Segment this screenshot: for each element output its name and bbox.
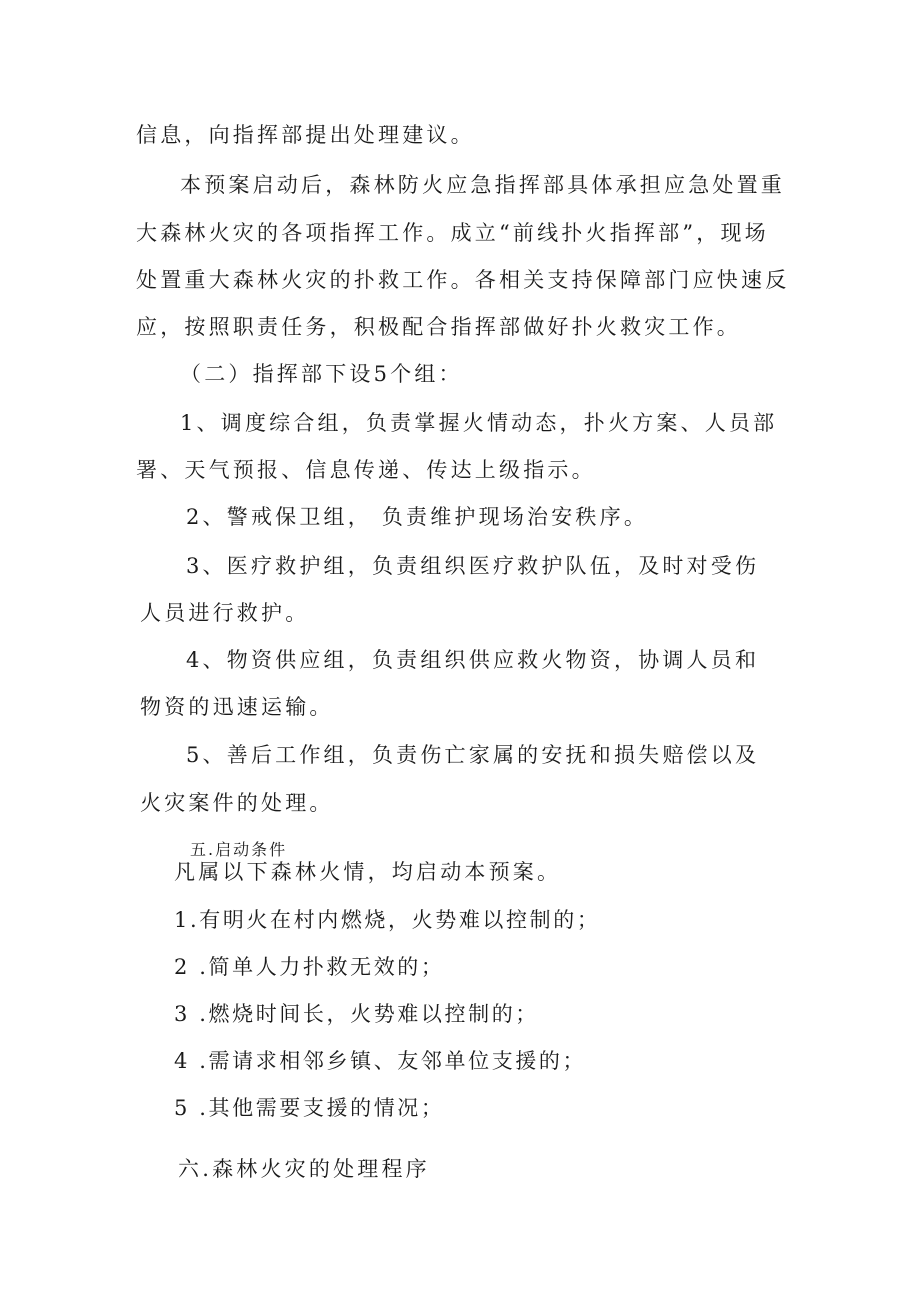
- list-item: 2、警戒保卫组， 负责维护现场治安秩序。: [186, 505, 649, 529]
- list-item: 2 .简单人力扑救无效的；: [174, 955, 445, 979]
- list-item: 4、物资供应组，负责组织供应救火物资，协调人员和: [186, 648, 760, 672]
- list-item-continuation: 署、天气预报、信息传递、传达上级指示。: [136, 458, 596, 482]
- paragraph-line: 本预案启动后，森林防火应急指挥部具体承担应急处置重: [180, 173, 785, 197]
- list-item: 1.有明火在村内燃烧，火势难以控制的；: [174, 908, 601, 932]
- list-item: 5、善后工作组，负责伤亡家属的安抚和损失赔偿以及: [186, 743, 760, 767]
- list-item: 4 .需请求相邻乡镇、友邻单位支援的；: [174, 1049, 587, 1073]
- paragraph-line: 信息，向指挥部提出处理建议。: [136, 123, 475, 147]
- list-item: 3 .燃烧时间长，火势难以控制的；: [174, 1002, 539, 1026]
- section-heading: 五.启动条件: [190, 840, 288, 859]
- list-item: 3、医疗救护组，负责组织医疗救护队伍，及时对受伤: [186, 554, 760, 578]
- section-heading: 六.森林火灾的处理程序: [178, 1157, 430, 1181]
- list-item-continuation: 物资的迅速运输。: [140, 695, 334, 719]
- list-item: 5 .其他需要支援的情况；: [174, 1096, 445, 1120]
- paragraph-line: 大森林火灾的各项指挥工作。成立“前线扑火指挥部”，现场: [136, 221, 769, 245]
- list-item-continuation: 火灾案件的处理。: [140, 791, 334, 815]
- list-item-continuation: 人员进行救护。: [140, 601, 310, 625]
- paragraph-line: 处置重大森林火灾的扑救工作。各相关支持保障部门应快速反: [136, 268, 790, 292]
- section-heading: （二）指挥部下设5个组：: [180, 362, 463, 386]
- paragraph-line: 凡属以下森林火情，均启动本预案。: [174, 860, 562, 884]
- list-item: 1、调度综合组，负责掌握火情动态，扑火方案、人员部: [180, 411, 778, 435]
- paragraph-line: 应，按照职责任务，积极配合指挥部做好扑火救灾工作。: [136, 315, 741, 339]
